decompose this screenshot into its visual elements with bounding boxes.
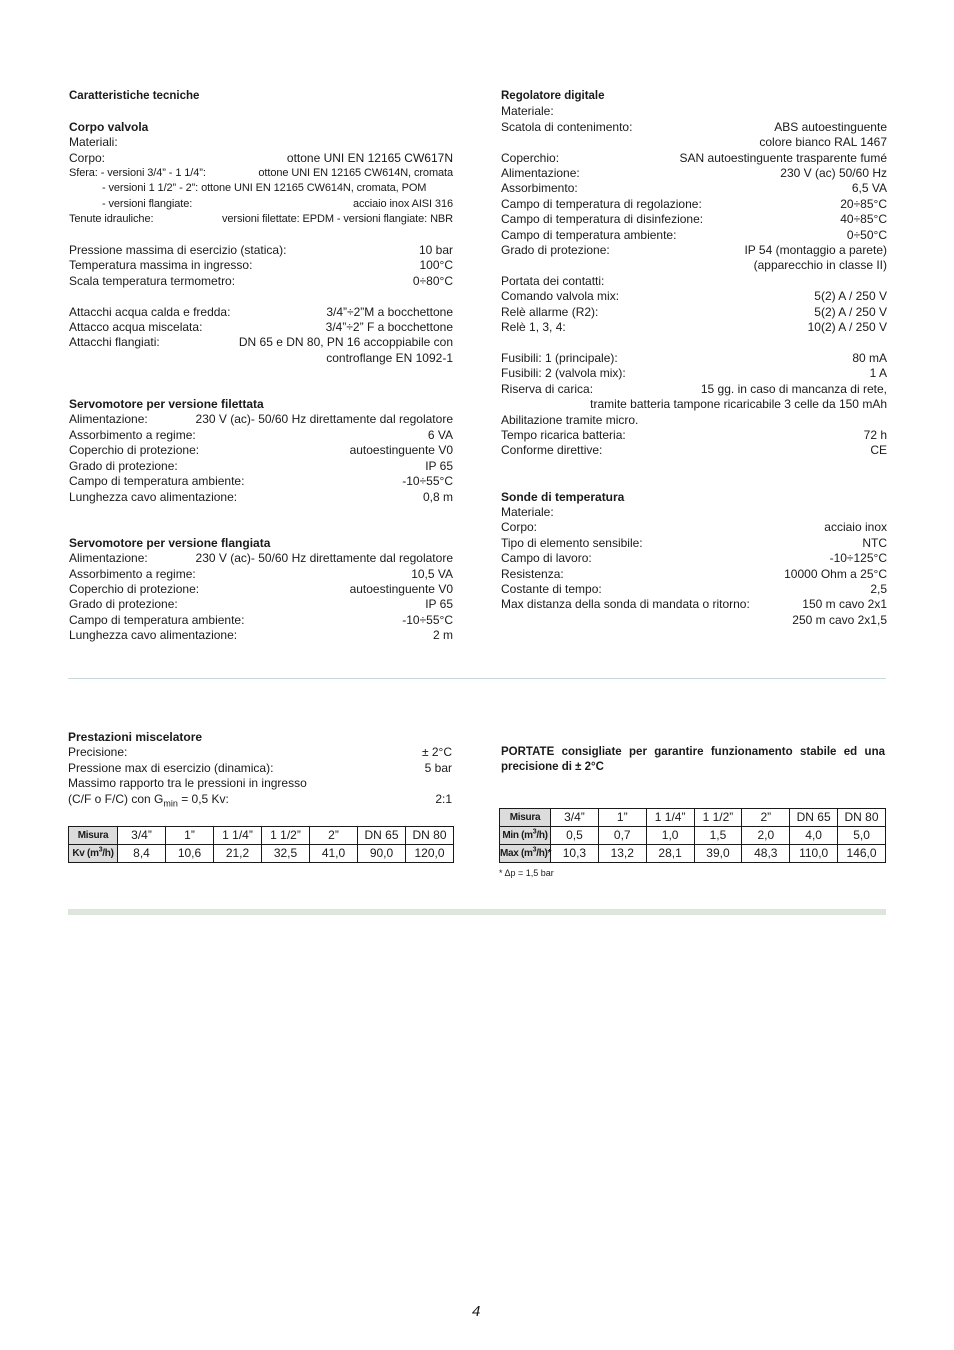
- table-cell: DN 80: [406, 827, 454, 845]
- spec-row-alimentazione: Alimentazione: 230 V (ac) 50/60 Hz: [501, 166, 887, 181]
- table-cell: 32,5: [262, 845, 310, 863]
- page-number: 4: [472, 1303, 481, 1320]
- table-cell: 2”: [310, 827, 358, 845]
- table-cell: DN 80: [838, 809, 886, 827]
- spec-row-attacchi-1: Attacchi acqua calda e fredda: 3/4”÷2”M a bocchettone: [69, 304, 453, 319]
- table-header-cell: Kv $(m^3/h)$: [69, 845, 118, 863]
- spec-row-rele-134: Relè 1, 3, 4: 10(2) A / 250 V: [501, 320, 887, 335]
- spec-row-attacchi-2: Attacco acqua miscelata: 3/4”÷2” F a bocchettone: [69, 320, 453, 335]
- portate-title: PORTATE consigliate per garantire funzionamento stabile ed una precisione di ± 2°C: [501, 746, 885, 774]
- spec-line-sfera-2: - versioni 1 1/2” - 2”: ottone UNI EN 12165 CW614N, cromata, POM: [102, 182, 427, 195]
- table-row: [500, 845, 886, 863]
- sonde-heading: Sonde di temperatura: [501, 489, 625, 504]
- spec-row-sonde-corpo: Corpo: acciaio inox: [501, 520, 887, 535]
- table-cell: 48,3: [742, 845, 790, 863]
- table-row: [69, 827, 454, 845]
- spec-row-pressione: Pressione massima di esercizio (statica): 10 bar: [69, 243, 453, 258]
- spec-row-scatola: Scatola di contenimento: ABS autoestinguente: [501, 119, 887, 134]
- portate-table: [499, 808, 886, 863]
- table-cell: 1 1/2”: [694, 809, 742, 827]
- spec-row-riserva: Riserva di carica: 15 gg. in caso di mancanza di rete,: [501, 381, 887, 396]
- servo-flangiata-heading: Servomotore per versione flangiata: [69, 535, 271, 550]
- table-cell: 1 1/4”: [646, 809, 694, 827]
- spec-row-sonde-distanza: Max distanza della sonda di mandata o ritorno: 150 m cavo 2x1: [501, 597, 887, 612]
- spec-row-sonde-resistenza: Resistenza: 10000 Ohm a 25°C: [501, 566, 887, 581]
- portata-contatti-label: Portata dei contatti:: [501, 273, 605, 288]
- spec-row-grado: Grado di protezione: IP 54 (montaggio a parete): [501, 243, 887, 258]
- spec-row-fla-alim: Alimentazione: 230 V (ac)- 50/60 Hz direttamente dal regolatore: [69, 551, 453, 566]
- table-cell: 5,0: [838, 827, 886, 845]
- table-header-cell: Min $(m^3/h)$: [500, 827, 551, 845]
- spec-row-fla-cavo: Lunghezza cavo alimentazione: 2 m: [69, 628, 453, 643]
- spec-line-scatola-2: colore bianco RAL 1467: [759, 135, 887, 150]
- table-cell: 0,7: [598, 827, 646, 845]
- table-cell: 41,0: [310, 845, 358, 863]
- table-cell: 0,5: [551, 827, 599, 845]
- sonde-materiale-label: Materiale:: [501, 504, 554, 519]
- spec-row-coperchio: Coperchio: SAN autoestinguente trasparente fumé: [501, 150, 887, 165]
- spec-row-fla-cop: Coperchio di protezione: autoestinguente V0: [69, 581, 453, 596]
- spec-row-fil-ass: Assorbimento a regime: 6 VA: [69, 427, 453, 442]
- table-cell: 2,0: [742, 827, 790, 845]
- spec-row-precisione: Precisione: ± 2°C: [68, 745, 452, 760]
- section-title: Caratteristiche tecniche: [69, 90, 200, 102]
- table-header-cell: Max $(m^3/h)*$: [500, 845, 551, 863]
- regolatore-heading: Regolatore digitale: [501, 90, 605, 102]
- spec-row-conforme: Conforme direttive: CE: [501, 443, 887, 458]
- spec-row-temp-ingresso: Temperatura massima in ingresso: 100°C: [69, 258, 453, 273]
- table-cell: 8,4: [118, 845, 166, 863]
- spec-row-fil-campo: Campo di temperatura ambiente: -10÷55°C: [69, 474, 453, 489]
- spec-line-riserva-2: tramite batteria tampone ricaricabile 3 celle da 150 mAh: [590, 397, 887, 412]
- table-cell: 2”: [742, 809, 790, 827]
- table-cell: 3/4”: [118, 827, 166, 845]
- spec-row-comando: Comando valvola mix: 5(2) A / 250 V: [501, 289, 887, 304]
- spec-row-attacchi-3: Attacchi flangiati: DN 65 e DN 80, PN 16 accoppiabile con: [69, 335, 453, 350]
- table-cell: 1,5: [694, 827, 742, 845]
- servo-filettata-heading: Servomotore per versione filettata: [69, 397, 264, 412]
- spec-row-sonde-tipo: Tipo di elemento sensibile: NTC: [501, 535, 887, 550]
- spec-row-fil-alim: Alimentazione: 230 V (ac)- 50/60 Hz direttamente dal regolatore: [69, 412, 453, 427]
- rapporto-line: Massimo rapporto tra le pressioni in ingresso: [68, 776, 307, 791]
- spec-row-fil-cavo: Lunghezza cavo alimentazione: 0,8 m: [69, 489, 453, 504]
- footnote: * Δp = 1,5 bar: [499, 868, 554, 878]
- table-header-cell: Misura: [69, 827, 118, 845]
- spec-row-corpo: Corpo: ottone UNI EN 12165 CW617N: [69, 150, 453, 165]
- table-cell: 1”: [598, 809, 646, 827]
- materiali-label: Materiali:: [69, 135, 118, 150]
- table-cell: 1”: [166, 827, 214, 845]
- prestazioni-block: [68, 730, 452, 807]
- spec-line-grado-2: (apparecchio in classe II): [753, 258, 887, 273]
- section-divider: [68, 678, 886, 679]
- table-cell: 1 1/2”: [262, 827, 310, 845]
- spec-row-tenute: Tenute idrauliche: versioni filettate: EPDM - versioni flangiate: NBR: [69, 213, 453, 226]
- left-column: [69, 89, 453, 644]
- spec-row-campo-regolazione: Campo di temperatura di regolazione: 20÷85°C: [501, 196, 887, 211]
- table-cell: 10,6: [166, 845, 214, 863]
- table-cell: 21,2: [214, 845, 262, 863]
- spec-row-assorbimento: Assorbimento: 6,5 VA: [501, 181, 887, 196]
- table-cell: 28,1: [646, 845, 694, 863]
- portate-block: [501, 745, 885, 776]
- spec-row-fla-ass: Assorbimento a regime: 10,5 VA: [69, 566, 453, 581]
- kv-table: [68, 826, 454, 863]
- spec-row-fla-campo: Campo di temperatura ambiente: -10÷55°C: [69, 612, 453, 627]
- table-cell: DN 65: [358, 827, 406, 845]
- spec-line-attacchi-3b: controflange EN 1092-1: [326, 350, 453, 365]
- spec-row-fusibile-2: Fusibili: 2 (valvola mix): 1 A: [501, 366, 887, 381]
- spec-row-campo-ambiente: Campo di temperatura ambiente: 0÷50°C: [501, 227, 887, 242]
- table-cell: 120,0: [406, 845, 454, 863]
- table-cell: 3/4”: [551, 809, 599, 827]
- table-cell: 10,3: [551, 845, 599, 863]
- abilitazione-line: Abilitazione tramite micro.: [501, 412, 639, 427]
- table-header-cell: Misura: [500, 809, 551, 827]
- spec-row-pressione-max: Pressione max di esercizio (dinamica): 5 bar: [68, 760, 452, 775]
- table-cell: 1 1/4”: [214, 827, 262, 845]
- table-cell: 110,0: [790, 845, 838, 863]
- spec-row-rele-allarme: Relè allarme (R2): 5(2) A / 250 V: [501, 304, 887, 319]
- spec-row-tempo-ricarica: Tempo ricarica batteria: 72 h: [501, 427, 887, 442]
- table-cell: 90,0: [358, 845, 406, 863]
- spec-row-fil-grado: Grado di protezione: IP 65: [69, 458, 453, 473]
- materiale-label: Materiale:: [501, 104, 554, 119]
- corpo-valvola-heading: Corpo valvola: [69, 119, 149, 134]
- right-column: [501, 89, 887, 628]
- spec-row-fil-cop: Coperchio di protezione: autoestinguente V0: [69, 443, 453, 458]
- spec-row-fla-grado: Grado di protezione: IP 65: [69, 597, 453, 612]
- spec-row-sfera-3: - versioni flangiate: acciaio inox AISI 316: [102, 197, 453, 210]
- table-cell: DN 65: [790, 809, 838, 827]
- table-row: [500, 809, 886, 827]
- spec-row-sonde-costante: Costante di tempo: 2,5: [501, 581, 887, 596]
- spec-row-scala: Scala temperatura termometro: 0÷80°C: [69, 273, 453, 288]
- spec-row-cf: (C/F o F/C) con $G_{min} = 0,5$ Kv: 2:1: [68, 791, 452, 809]
- spec-line-sonde-distanza-2: 250 m cavo 2x1,5: [792, 612, 887, 627]
- table-cell: 146,0: [838, 845, 886, 863]
- table-row: [69, 845, 454, 863]
- table-cell: 13,2: [598, 845, 646, 863]
- table-cell: 4,0: [790, 827, 838, 845]
- table-cell: 1,0: [646, 827, 694, 845]
- prestazioni-heading: Prestazioni miscelatore: [68, 730, 203, 744]
- spec-row-campo-disinfezione: Campo di temperatura di disinfezione: 40÷85°C: [501, 212, 887, 227]
- spec-row-sfera: Sfera: - versioni 3/4” - 1 1/4”: ottone UNI EN 12165 CW614N, cromata: [69, 167, 453, 180]
- spec-row-sonde-campo: Campo di lavoro: -10÷125°C: [501, 551, 887, 566]
- footer-band: [68, 909, 886, 915]
- table-row: [500, 827, 886, 845]
- spec-row-fusibile-1: Fusibili: 1 (principale): 80 mA: [501, 350, 887, 365]
- table-cell: 39,0: [694, 845, 742, 863]
